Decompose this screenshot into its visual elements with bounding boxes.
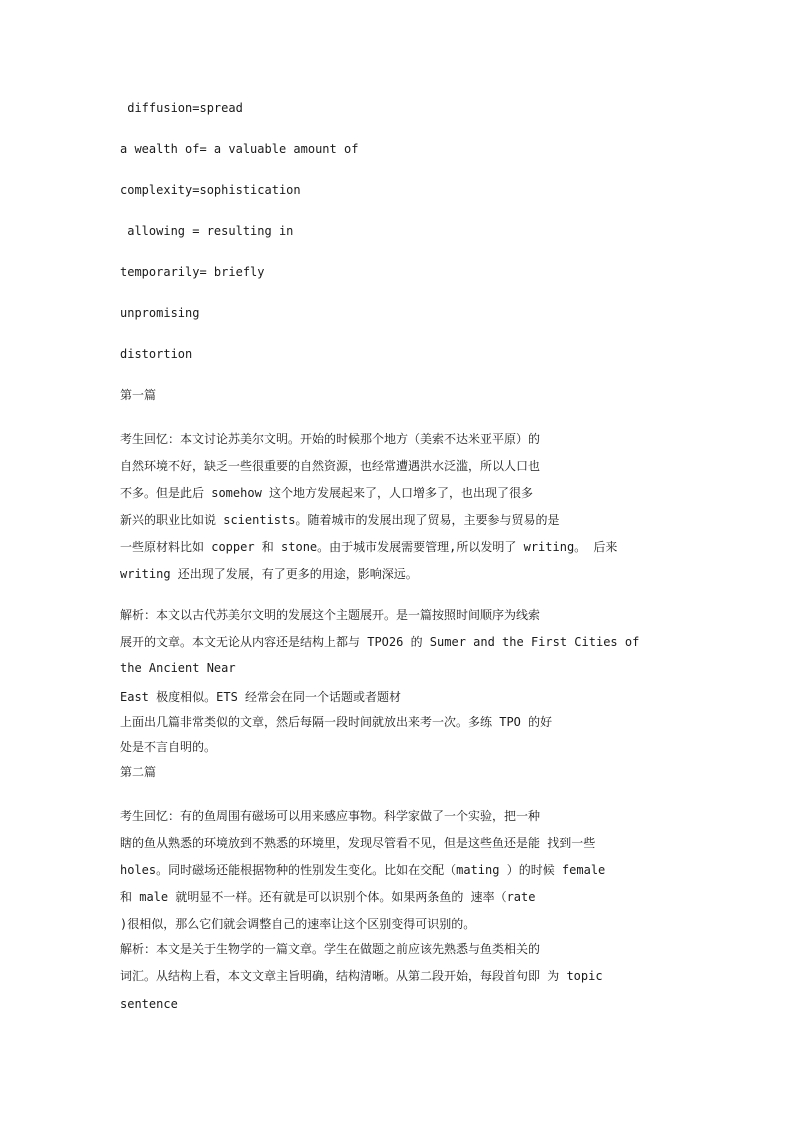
passage2-recall-line: 和 male 就明显不一样。还有就是可以识别个体。如果两条鱼的 速率（rate: [120, 890, 536, 904]
vocab-line-distortion: distortion: [120, 347, 193, 361]
vocab-line-diffusion: diffusion=spread: [120, 101, 243, 115]
passage2-recall-line: 瞎的鱼从熟悉的环境放到不熟悉的环境里，发现尽管看不见，但是这些鱼还是能 找到一些: [120, 836, 596, 850]
passage1-analysis-line: 处是不言自明的。: [120, 740, 217, 754]
passage1-analysis-line: 解析：本文以古代苏美尔文明的发展这个主题展开。是一篇按照时间顺序为线索: [120, 608, 541, 622]
passage1-analysis-line: 展开的文章。本文无论从内容还是结构上都与 TPO26 的 Sumer and the First Cities of: [120, 635, 640, 649]
passage1-recall-line: 不多。但是此后 somehow 这个地方发展起来了，人口增多了，也出现了很多: [120, 486, 534, 500]
passage1-analysis-line: the Ancient Near: [120, 661, 236, 675]
vocab-line-unpromising: unpromising: [120, 306, 200, 320]
passage1-recall-line: 考生回忆：本文讨论苏美尔文明。开始的时候那个地方（美索不达米亚平原）的: [120, 432, 541, 446]
passage2-heading: 第二篇: [120, 765, 157, 779]
passage2-recall-line: holes。同时磁场还能根据物种的性别发生变化。比如在交配（mating ）的时候 female: [120, 863, 606, 877]
passage1-recall-line: writing 还出现了发展，有了更多的用途，影响深远。: [120, 567, 418, 581]
passage2-analysis-line: 词汇。从结构上看，本文文章主旨明确，结构清晰。从第二段开始，每段首句即 为 topic: [120, 969, 603, 983]
passage2-analysis-line: sentence: [120, 997, 178, 1011]
passage2-recall-line: )很相似，那么它们就会调整自己的速率让这个区别变得可识别的。: [120, 917, 476, 931]
passage1-analysis-line: East 极度相似。ETS 经常会在同一个话题或者题材: [120, 690, 402, 704]
passage1-heading: 第一篇: [120, 388, 157, 402]
vocab-line-temporarily: temporarily= briefly: [120, 265, 265, 279]
vocab-line-complexity: complexity=sophistication: [120, 183, 301, 197]
passage1-analysis-line: 上面出几篇非常类似的文章，然后每隔一段时间就放出来考一次。多练 TPO 的好: [120, 715, 553, 729]
passage1-recall-line: 一些原材料比如 copper 和 stone。由于城市发展需要管理,所以发明了 writing。 后来: [120, 540, 618, 554]
passage2-analysis-line: 解析：本文是关于生物学的一篇文章。学生在做题之前应该先熟悉与鱼类相关的: [120, 942, 541, 956]
passage1-recall-line: 新兴的职业比如说 scientists。随着城市的发展出现了贸易，主要参与贸易的是: [120, 513, 560, 527]
passage2-recall-line: 考生回忆：有的鱼周围有磁场可以用来感应事物。科学家做了一个实验，把一种: [120, 809, 541, 823]
vocab-line-allowing: allowing = resulting in: [120, 224, 294, 238]
vocab-line-wealth: a wealth of= a valuable amount of: [120, 142, 359, 156]
passage1-recall-line: 自然环境不好，缺乏一些很重要的自然资源，也经常遭遇洪水泛滥，所以人口也: [120, 459, 541, 473]
